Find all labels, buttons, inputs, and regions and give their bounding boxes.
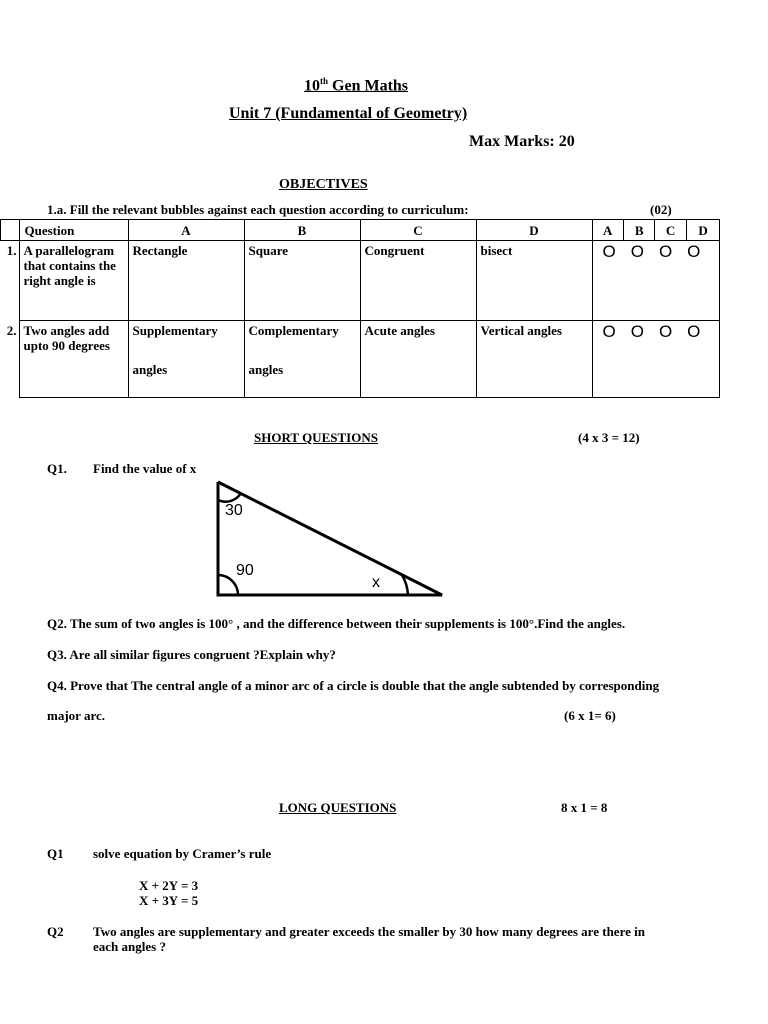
- header-b: B: [244, 220, 360, 241]
- answer-bubbles[interactable]: OOOO: [592, 241, 720, 321]
- option-a: [128, 321, 244, 398]
- header-question: Question: [19, 220, 128, 241]
- q3-text: Q3. Are all similar figures congruent ?Explain why?: [47, 647, 336, 662]
- q4-text-line1: Q4. Prove that The central angle of a minor arc of a circle is double that the angle subtended by corresponding: [47, 678, 660, 693]
- long-q2-label: Q2: [47, 924, 64, 939]
- option-a: Rectangle: [128, 241, 244, 321]
- short-questions-heading: SHORT QUESTIONS: [254, 430, 378, 445]
- header-bubble-d: D: [686, 220, 720, 241]
- option-b: Square: [244, 241, 360, 321]
- table-row: [1, 241, 720, 321]
- angle-label-90: 90: [236, 562, 254, 579]
- page-title: [304, 76, 408, 95]
- option-c: Acute angles: [360, 321, 476, 398]
- subject: Gen Maths: [332, 77, 409, 95]
- objectives-table: [0, 219, 720, 398]
- row-question: A parallelogram that contains the right angle is: [19, 241, 128, 321]
- objectives-marks: (02): [650, 202, 672, 217]
- table-row: [1, 321, 720, 398]
- option-d: bisect: [476, 241, 592, 321]
- header-c: C: [360, 220, 476, 241]
- table-header-row: [1, 220, 720, 241]
- unit-title: Unit 7 (Fundamental of Geometry): [229, 105, 468, 122]
- long-questions-heading: LONG QUESTIONS: [279, 800, 397, 815]
- long-q2-text-line1: Two angles are supplementary and greater exceeds the smaller by 30 how many degrees are there in: [93, 924, 645, 939]
- long-q1-label: Q1: [47, 846, 64, 861]
- option-d: Vertical angles: [476, 321, 592, 398]
- grade: 10: [304, 77, 320, 95]
- q4-marks: (6 x 1= 6): [564, 708, 616, 723]
- triangle-figure: [210, 474, 450, 604]
- objectives-instruction: 1.a. Fill the relevant bubbles against each question according to curriculum:: [47, 202, 469, 217]
- short-questions-marks: (4 x 3 = 12): [578, 430, 640, 445]
- num-header: [1, 220, 20, 241]
- option-b-text: Complementary angles: [248, 323, 339, 377]
- header-bubble-b: B: [623, 220, 654, 241]
- max-marks: Max Marks: 20: [469, 133, 575, 150]
- option-b: [244, 321, 360, 398]
- long-questions-marks: 8 x 1 = 8: [561, 800, 608, 815]
- equation-2: X + 3Y = 5: [139, 893, 199, 908]
- angle-arc-top: [218, 493, 241, 502]
- q1-text: Find the value of x: [93, 461, 197, 476]
- header-bubble-c: C: [655, 220, 686, 241]
- grade-suffix: th: [320, 76, 329, 86]
- option-a-text: Supplementary angles: [132, 323, 218, 377]
- row-number: 1.: [1, 241, 20, 321]
- row-number: 2.: [1, 321, 20, 398]
- header-a: A: [128, 220, 244, 241]
- row-question: Two angles add upto 90 degrees: [19, 321, 128, 398]
- answer-bubbles[interactable]: OOOO: [592, 321, 720, 398]
- objectives-heading: OBJECTIVES: [279, 177, 368, 192]
- option-c: Congruent: [360, 241, 476, 321]
- header-bubble-a: A: [592, 220, 623, 241]
- q1-label: Q1.: [47, 461, 67, 476]
- q2-text: Q2. The sum of two angles is 100° , and the difference between their supplements is 100°.Find the angles.: [47, 616, 626, 631]
- long-q1-text: solve equation by Cramer’s rule: [93, 846, 272, 861]
- angle-label-30: 30: [225, 502, 243, 519]
- q4-text-line2: major arc.: [47, 708, 105, 723]
- long-q2-text-line2: each angles ?: [93, 939, 166, 954]
- equation-1: X + 2Y = 3: [139, 878, 199, 893]
- header-d: D: [476, 220, 592, 241]
- angle-label-x: x: [372, 574, 380, 591]
- angle-arc-right-angle: [218, 575, 238, 595]
